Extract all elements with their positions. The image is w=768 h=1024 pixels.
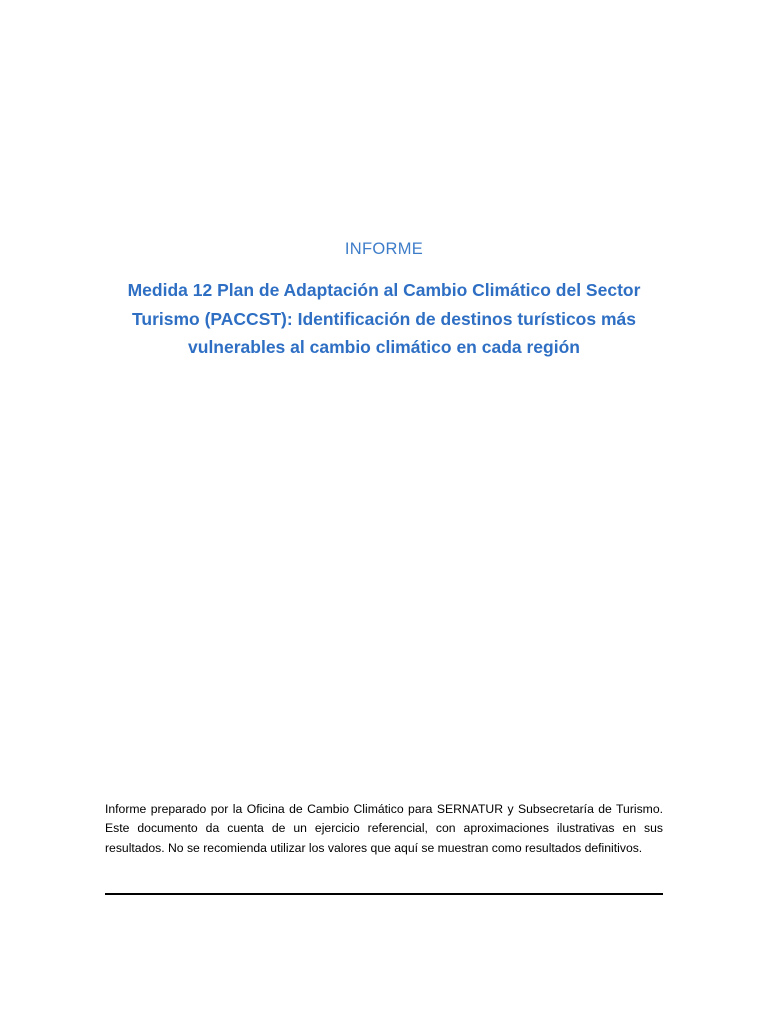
document-kicker: INFORME <box>344 240 424 258</box>
footer-note <box>105 800 663 858</box>
horizontal-rule <box>105 893 663 895</box>
footer-note-text: Informe preparado por la Oficina de Cambio Climático para SERNATUR y Subsecretaría de Turismo. Este documento da cuenta de un ejercicio referencial, con aproximaciones ilustrativas en sus resultados. No se recomienda utilizar los valores que aquí se muestran como resultados definitivos. <box>105 802 663 855</box>
page-title: Medida 12 Plan de Adaptación al Cambio Climático del Sector Turismo (PACCST): Identificación de destinos turísticos más vulnerables al cambio climático en cada región <box>127 280 641 357</box>
page-content <box>105 0 663 1024</box>
title-block <box>105 238 663 361</box>
